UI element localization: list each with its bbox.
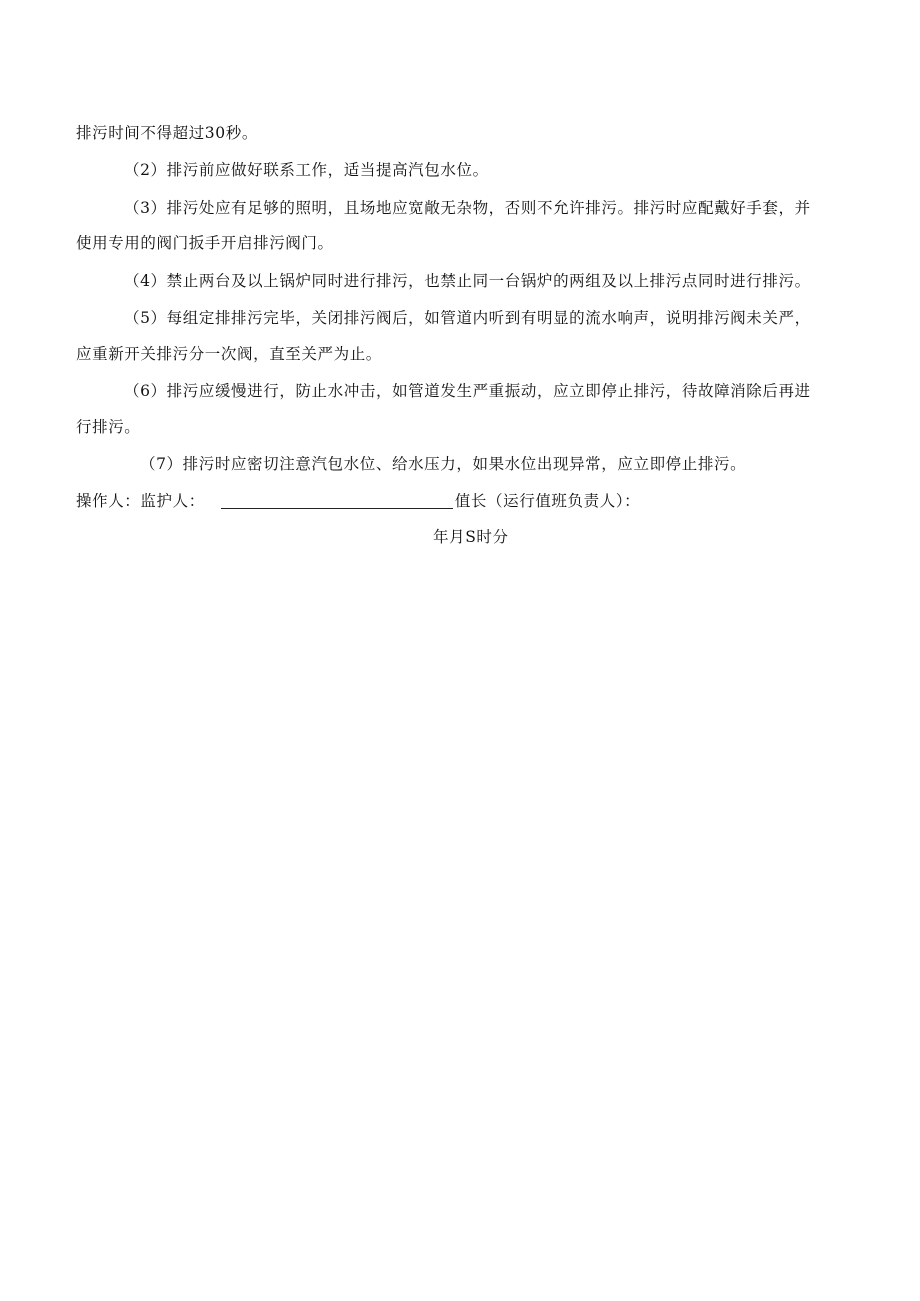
paragraph-line: （7）排污时应密切注意汽包水位、给水压力，如果水位出现异常，应立即停止排污。 [140,455,747,473]
paragraph-line: （3）排污处应有足够的照明，且场地应宽敞无杂物，否则不允许排污。排污时应配戴好手套，并 [124,199,811,217]
signature-line [76,491,640,511]
shift-chief-label: 值长（运行值班负责人）： [454,492,641,510]
signature-blank[interactable] [221,492,453,509]
paragraph-line: 排污时间不得超过30秒。 [76,124,258,142]
paragraph-line: 使用专用的阀门扳手开启排污阀门。 [76,234,334,252]
operator-supervisor-label: 操作人：监护人： [76,492,205,510]
paragraph-line: （2）排污前应做好联系工作，适当提高汽包水位。 [124,161,489,179]
paragraph-line: （5）每组定排排污完毕，关闭排污阀后，如管道内听到有明显的流水响声，说明排污阀未关严， [124,309,811,327]
date-line: 年月S时分 [433,528,509,546]
paragraph-line: （6）排污应缓慢进行，防止水冲击，如管道发生严重振动，应立即停止排污，待故障消除后再进 [124,382,811,400]
paragraph-line: 应重新开关排污分一次阀，直至关严为止。 [76,345,382,363]
paragraph-line: （4）禁止两台及以上锅炉同时进行排污，也禁止同一台锅炉的两组及以上排污点同时进行排污。 [124,272,811,290]
paragraph-line: 行排污。 [76,418,141,436]
